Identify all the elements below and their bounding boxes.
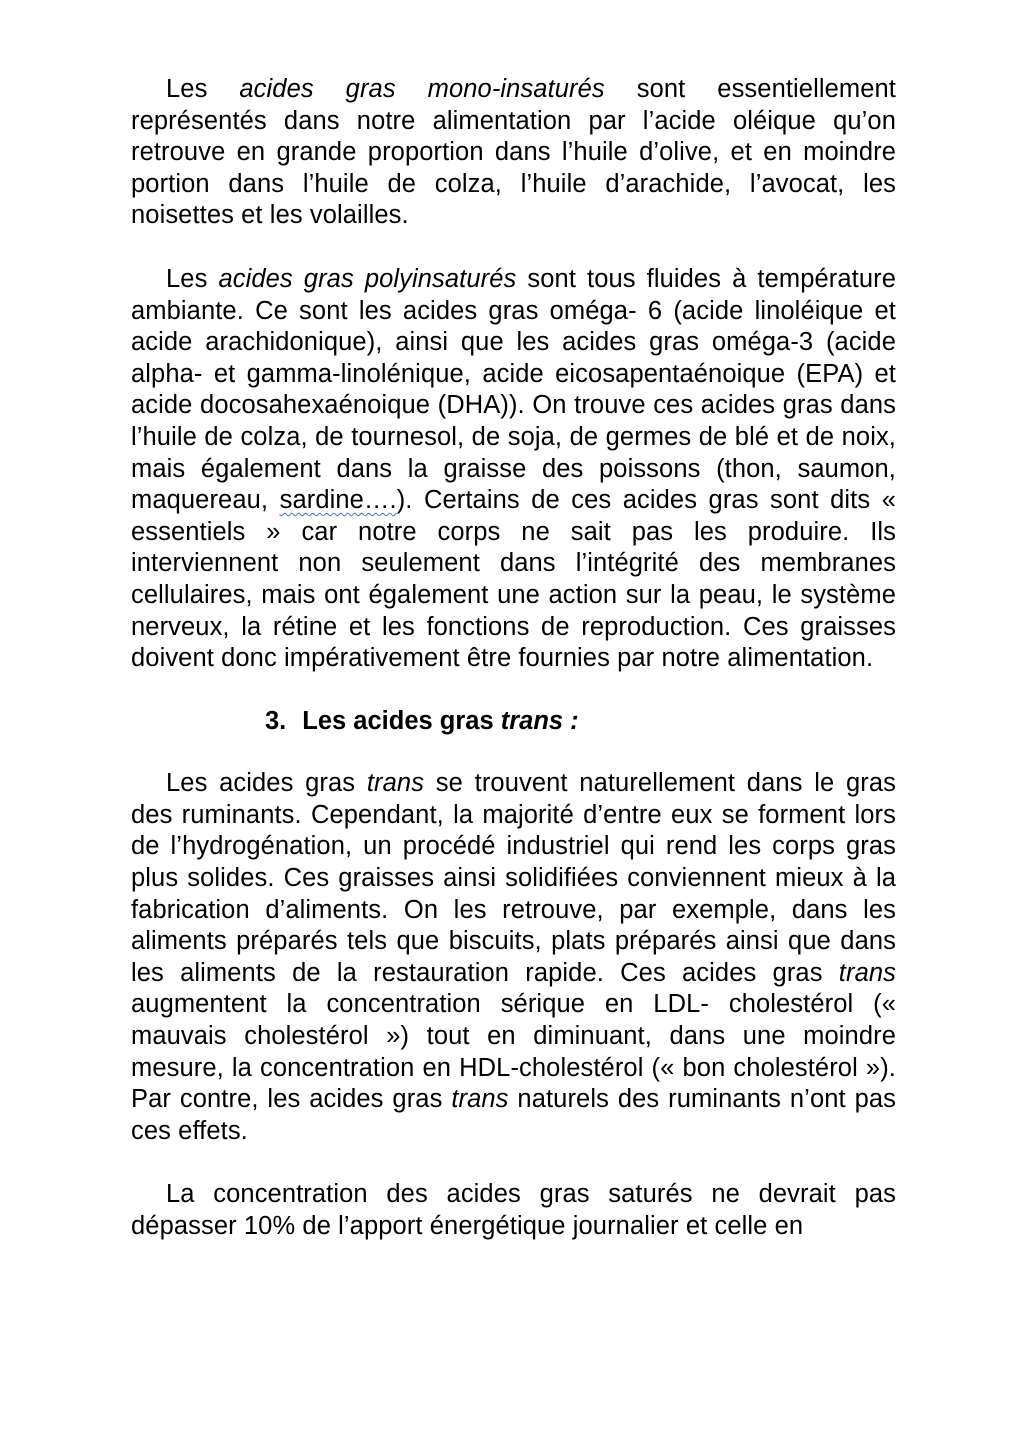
italic-term: trans [366,769,425,798]
heading-text: Les acides gras [302,706,501,735]
section-number: 3. [265,706,287,735]
paragraph-trans-fats [131,768,896,1147]
text: Les [166,75,240,103]
text: Les acides gras [166,769,367,798]
text: La concentration des acides gras saturés ne devrait pas dépasser 10% de l’apport énergétique journalier et celle en [131,1180,896,1240]
text: sont essentiellement représentés dans notre alimentation par l’acide oléique qu’on retrouve en grande proportion dans l’huile d’olive, et en moindre portion dans l’huile de colza, l’huile d’arachide, l’avocat, les noisettes et les volailles. [131,75,896,230]
paragraph-polyunsaturated [131,264,896,675]
text: ). Certains de ces acides gras sont dits « essentiels » car notre corps ne sait pas les produire. Ils interviennent non seulement dans l’intégrité des membranes cellulaires, mais ont également une action sur la peau, le système nerveux, la rétine et les fonctions de reproduction. Ces graisses doivent donc impérativement être fournies par notre alimentation. [131,486,896,673]
text: Les [166,264,219,293]
spellcheck-underlined-word[interactable]: sardine…. [279,486,397,515]
document-page [131,74,896,1243]
text: augmentent la concentration sérique en LDL- cholestérol (« mauvais cholestérol ») tout en diminuant, dans une moindre mesure, la concentration en HDL-cholestérol (« bon cholestérol »). Par contre, les acides gras [131,990,896,1114]
paragraph-mono-unsaturated [131,74,896,232]
italic-term: acides gras mono-insaturés [239,75,605,103]
italic-term: acides gras polyinsaturés [218,264,517,293]
section-heading [131,706,896,738]
heading-italic: trans : [500,706,579,735]
text: naturels des ruminants n’ont pas ces effets. [131,1085,896,1145]
italic-term: trans [451,1085,509,1114]
text: se trouvent naturellement dans le gras des ruminants. Cependant, la majorité d’entre eux se forment lors de l’hydrogénation, un procédé industriel qui rend les corps gras plus solides. Ces graisses ainsi solidifiées conviennent mieux à la fabrication d’aliments. On les retrouve, par exemple, dans les aliments préparés tels que biscuits, plats préparés ainsi que dans les aliments de la restauration rapide. Ces acides gras [131,769,896,987]
paragraph-saturated-limit [131,1179,896,1242]
text: sont tous fluides à température ambiante. Ce sont les acides gras oméga- 6 (acide linoléique et acide arachidonique), ainsi que les acides gras oméga-3 (acide alpha- et gamma-linolénique, acide eicosapentaénoique (EPA) et acide docosahexaénoique (DHA)). On trouve ces acides gras dans l’huile de colza, de tournesol, de soja, de germes de blé et de noix, mais également dans la graisse des poissons (thon, saumon, maquereau, [131,264,896,515]
italic-term: trans [838,958,896,987]
